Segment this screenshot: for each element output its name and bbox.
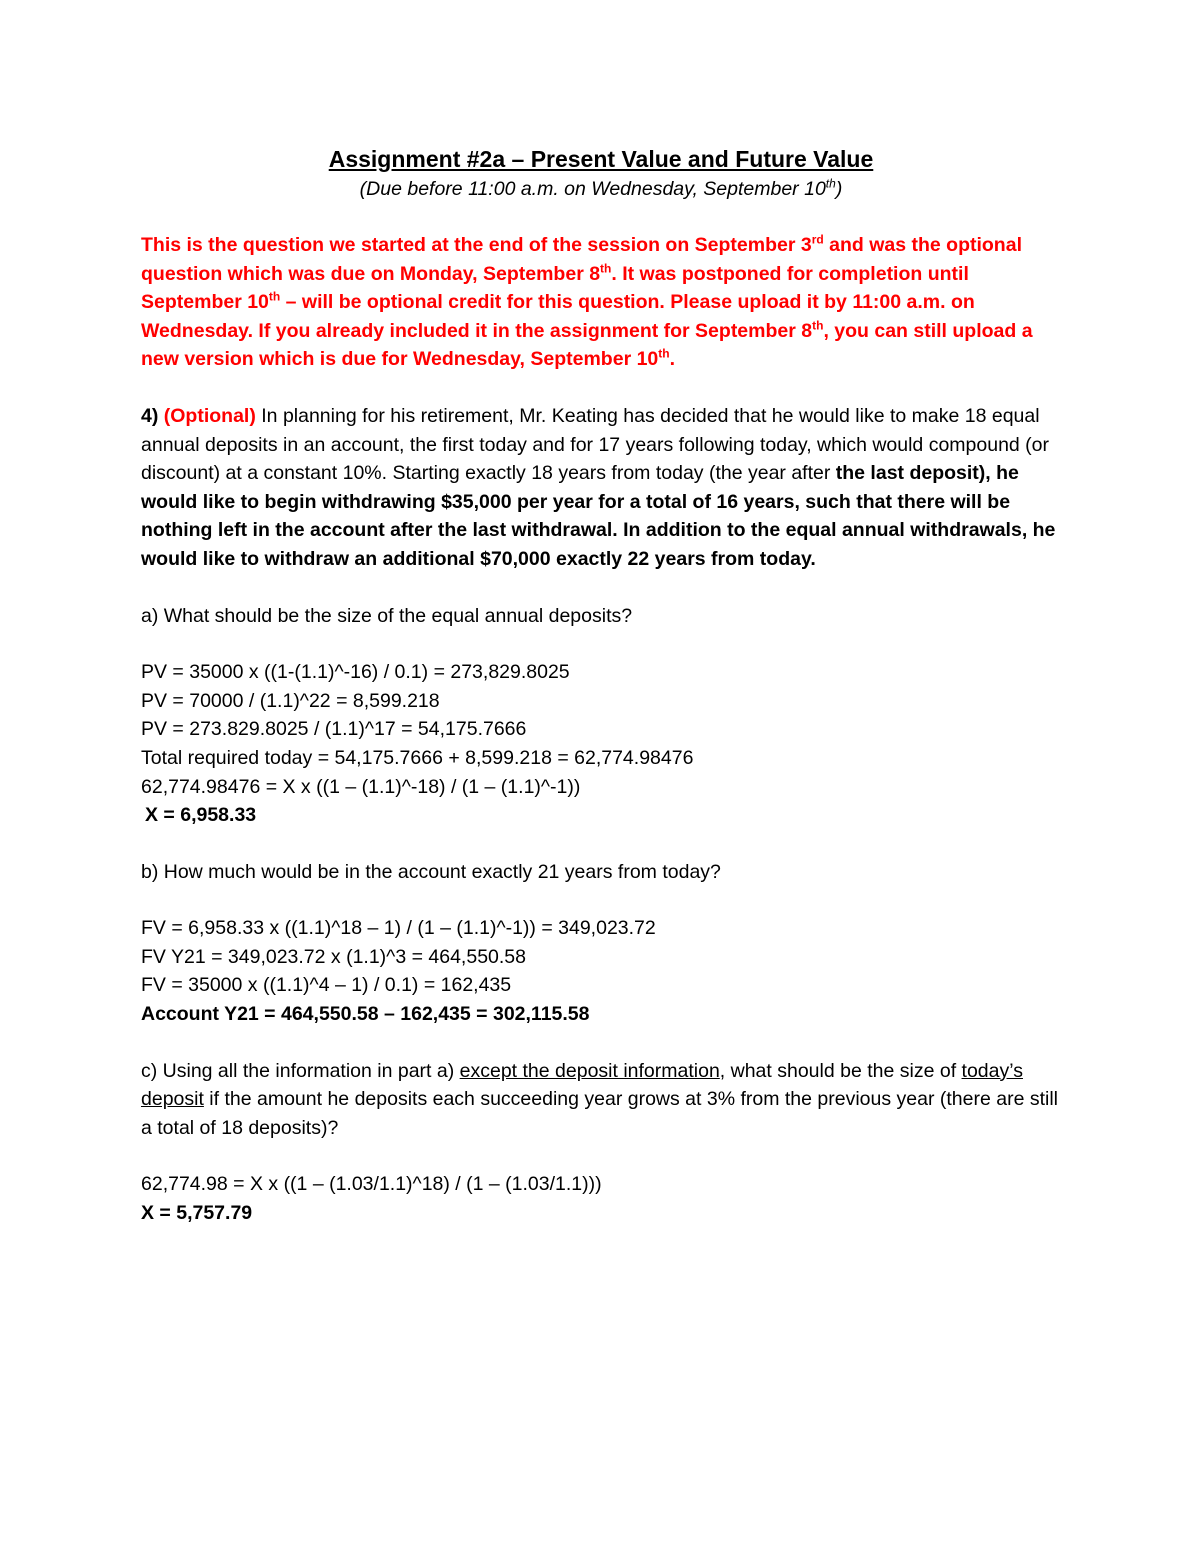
notice-sup-2: th xyxy=(600,261,612,276)
part-c-underline-2: today’s deposit xyxy=(141,1059,1023,1111)
question-number: 4) xyxy=(141,404,159,427)
document-content xyxy=(141,143,1061,1228)
part-a-line-5: 62,774.98476 = X x ((1 – (1.1)^-18) / (1 – (1.1)^-1)) xyxy=(141,775,581,798)
part-b-question: b) How much would be in the account exactly 21 years from today? xyxy=(141,860,721,883)
notice-text-5: , you can still upload a new version which is due for Wednesday, September 10 xyxy=(141,319,1033,371)
notice-sup-5: th xyxy=(658,346,670,361)
part-a-line-3: PV = 273.829.8025 / (1.1)^17 = 54,175.7666 xyxy=(141,718,527,741)
notice-sup-3: th xyxy=(268,289,281,304)
part-b-line-3: FV = 35000 x ((1.1)^4 – 1) / 0.1) = 162,435 xyxy=(141,974,512,997)
notice-sup-4: th xyxy=(812,318,824,333)
part-c-line-1: 62,774.98 = X x ((1 – (1.03/1.1)^18) / (1 – (1.03/1.1))) xyxy=(141,1173,602,1196)
notice-sup-1: rd xyxy=(811,232,824,247)
due-date-line xyxy=(141,175,1061,203)
due-date-text: (Due before 11:00 a.m. on Wednesday, September 10 xyxy=(359,178,826,200)
question-text: In planning for his retirement, Mr. Keating has decided that he would like to make 18 equal annual deposits in an account, the first today and for 17 years following today, which would compound (or discount) at a constant 10%. Starting exactly 18 years from today (the year after xyxy=(141,404,1050,485)
part-c-text-3: if the amount he deposits each succeeding year grows at 3% from the previous year (there are still a total of 18 deposits)? xyxy=(141,1088,1058,1139)
part-c-text-2: , what should be the size of xyxy=(719,1059,962,1082)
part-a-answer: X = 6,958.33 xyxy=(145,804,257,827)
question-paragraph xyxy=(141,402,1061,574)
part-a-line-1: PV = 35000 x ((1-(1.1)^-16) / 0.1) = 273,829.8025 xyxy=(141,661,570,684)
notice-text-4: – will be optional credit for this question. Please upload it by 11:00 a.m. on Wednesday. If you already included it in the assignment for September 8 xyxy=(141,291,975,342)
due-date-close: ) xyxy=(835,178,843,200)
part-b-line-1: FV = 6,958.33 x ((1.1)^18 – 1) / (1 – (1.1)^-1)) = 349,023.72 xyxy=(141,917,656,940)
question-text-bold: the last deposit), he would like to begin withdrawing $35,000 per year for a total of 16 years, such that there will be nothing left in the account after the last withdrawal. In addition to the equal annual withdrawals, he would like to withdraw an additional $70,000 exactly 22 years from today. xyxy=(141,462,1056,570)
part-b-line-2: FV Y21 = 349,023.72 x (1.1)^3 = 464,550.58 xyxy=(141,945,526,968)
due-date-sup: th xyxy=(825,176,836,191)
notice-text-6: . xyxy=(669,348,676,371)
page-title: Assignment #2a – Present Value and Future Value xyxy=(328,146,874,172)
part-c-question xyxy=(141,1057,1061,1143)
part-a-line-4: Total required today = 54,175.7666 + 8,599.218 = 62,774.98476 xyxy=(141,746,694,769)
part-a-line-2: PV = 70000 / (1.1)^22 = 8,599.218 xyxy=(141,689,440,712)
notice-text-3: . It was postponed for completion until September 10 xyxy=(141,262,969,314)
part-c-answer: X = 5,757.79 xyxy=(141,1202,253,1225)
part-a-question: a) What should be the size of the equal annual deposits? xyxy=(141,604,633,627)
notice-paragraph xyxy=(141,231,1061,374)
optional-label: (Optional) xyxy=(163,404,256,427)
part-b-answer: Account Y21 = 464,550.58 – 162,435 = 302,115.58 xyxy=(141,1003,590,1026)
part-c-text-1: c) Using all the information in part a) xyxy=(141,1059,460,1082)
notice-text-2: and was the optional question which was due on Monday, September 8 xyxy=(141,234,1022,285)
part-c-underline-1: except the deposit information xyxy=(459,1059,720,1082)
notice-text-1: This is the question we started at the end of the session on September 3 xyxy=(141,234,812,256)
